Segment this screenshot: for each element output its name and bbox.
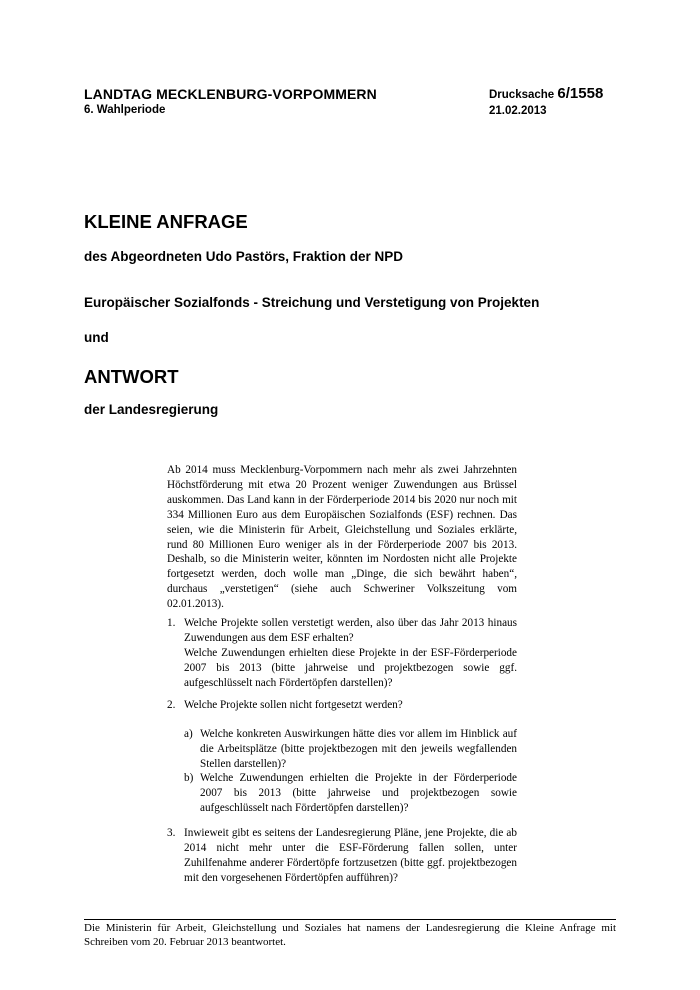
- header-left: [84, 86, 377, 117]
- answer-title: ANTWORT: [84, 366, 179, 387]
- legislative-period: 6. Wahlperiode: [84, 104, 166, 116]
- document-label: Drucksache: [489, 89, 555, 101]
- document-date: 21.02.2013: [489, 105, 547, 117]
- document-reference: [489, 86, 603, 103]
- subject: Europäischer Sozialfonds - Streichung und Verstetigung von Projekten: [84, 295, 540, 310]
- header-right: [489, 86, 603, 118]
- document-number: 6/1558: [557, 85, 604, 102]
- question-text: Welche Projekte sollen nicht fortgesetzt werden?: [184, 699, 403, 711]
- sub-question-text: Welche konkreten Auswirkungen hätte dies vor allem im Hinblick auf die Arbeitsplätze (bitte projektbezogen mit den jeweils wegfallenden Stellen darstellen)?: [200, 728, 517, 770]
- footnote: Die Ministerin für Arbeit, Gleichstellung und Soziales hat namens der Landesregierung die Kleine Anfrage mit Schreiben vom 20. Februar 2013 beantwortet.: [84, 922, 616, 948]
- connector: und: [84, 330, 109, 345]
- question-number: 3.: [167, 827, 176, 839]
- question-text: Welche Projekte sollen verstetigt werden, also über das Jahr 2013 hinaus Zuwendungen aus dem ESF erhalten?: [184, 617, 517, 644]
- author-line: des Abgeordneten Udo Pastörs, Fraktion der NPD: [84, 249, 404, 264]
- question-text: Inwieweit gibt es seitens der Landesregierung Pläne, jene Projekte, die ab 2014 nicht mehr unter die ESF-Förderung fallen sollen, unter Zuhilfenahme anderer Fördertöpfe fortzusetzen (bitte ggf. projektbezogen mit den vorgesehenen Fördertöpfen aufführen)?: [184, 827, 517, 884]
- question-number: 2.: [167, 699, 176, 711]
- footnote-rule: [84, 919, 616, 920]
- sub-question-letter: b): [184, 772, 194, 784]
- intro-paragraph: Ab 2014 muss Mecklenburg-Vorpommern nach mehr als zwei Jahrzehnten Höchstförderung mit etwa 20 Prozent weniger Zuwendungen aus Brüssel auskommen. Das Land kann in der Förderperiode 2014 bis 2020 nur noch mit 334 Millionen Euro aus dem Europäischen Sozialfonds (ESF) rechnen. Das seien, wie die Ministerin für Arbeit, Gleichstellung und Soziales erklärte, rund 80 Millionen Euro weniger als in der Förderperiode 2007 bis 2013. Deshalb, so die Ministerin weiter, könnten im Nordosten nicht alle Projekte fortgesetzt werden, doch wolle man „Dinge, die sich bewährt haben“, durchaus „verstetigen“ (siehe auch Schweriner Volkszeitung vom 02.01.2013).: [167, 464, 517, 611]
- title: KLEINE ANFRAGE: [84, 211, 248, 232]
- parliament-name: LANDTAG MECKLENBURG-VORPOMMERN: [84, 86, 377, 102]
- answer-by: der Landesregierung: [84, 402, 219, 417]
- sub-question-letter: a): [184, 728, 193, 740]
- sub-question-text: Welche Zuwendungen erhielten die Projekte in der Förderperiode 2007 bis 2013 (bitte jahrweise und projektbezogen sowie aufgeschlüsselt nach Fördertöpfen darstellen)?: [200, 772, 517, 814]
- question-text-followup: Welche Zuwendungen erhielten diese Projekte in der ESF-Förderperiode 2007 bis 2013 (bitte jahrweise und projektbezogen sowie ggf. aufgeschlüsselt nach Fördertöpfen darstellen)?: [184, 646, 517, 689]
- question-number: 1.: [167, 617, 176, 629]
